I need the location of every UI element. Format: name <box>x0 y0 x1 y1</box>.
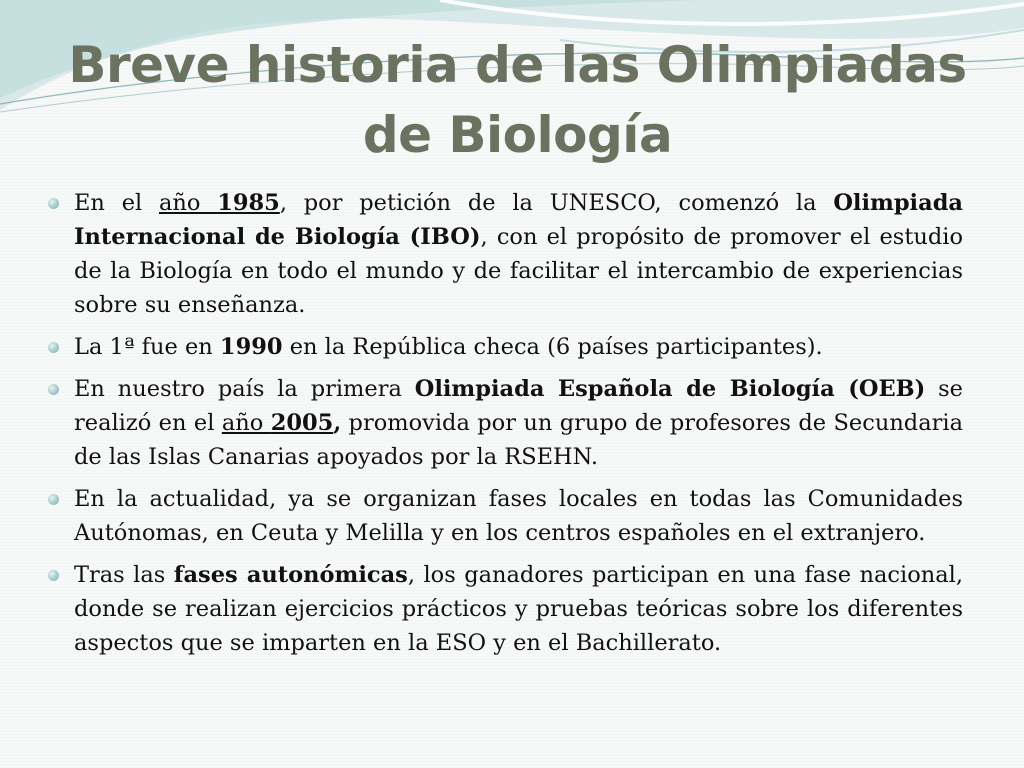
title-line-2: de Biología <box>362 106 673 164</box>
bullet-item-1: En el año 1985, por petición de la UNESCO, comenzó la Olimpiada Internacional de Biología (IBO), con el propósito de promover el estudio de la Biología en todo el mundo y de facilitar el intercambio de experiencias sobre su enseñanza. <box>48 186 963 322</box>
fases-autonomicas: fases autonómicas <box>173 562 408 588</box>
bullet-item-5: Tras las fases autonómicas, los ganadores participan en una fase nacional, donde se realizan ejercicios prácticos y pruebas teóricas sobre los diferentes aspectos que se imparten en la ESO y en el Bachillerato. <box>48 558 963 660</box>
bullet-dot-icon <box>48 342 59 353</box>
bullet-dot-icon <box>48 384 59 395</box>
bullet-item-4: En la actualidad, ya se organizan fases locales en todas las Comunidades Autónomas, en Ceuta y Melilla y en los centros españoles en el extranjero. <box>48 482 963 550</box>
bullet-item-2: La 1ª fue en 1990 en la República checa (6 países participantes). <box>48 330 963 364</box>
year-1985: año 1985 <box>158 190 280 216</box>
bullet-dot-icon <box>48 570 59 581</box>
bullet-item-3: En nuestro país la primera Olimpiada Española de Biología (OEB) se realizó en el año 2005, promovida por un grupo de profesores de Secundaria de las Islas Canarias apoyados por la RSEHN. <box>48 372 963 474</box>
year-2005: año 2005 <box>221 410 334 436</box>
oeb-name: Olimpiada Española de Biología (OEB) <box>414 376 926 402</box>
ibo-name: Olimpiada Internacional de Biología (IBO) <box>74 190 963 250</box>
title-line-1: Breve historia de las Olimpiadas <box>68 36 967 94</box>
slide-title <box>40 30 995 170</box>
bullet-list <box>48 186 963 668</box>
bullet-dot-icon <box>48 198 59 209</box>
bullet-dot-icon <box>48 494 59 505</box>
year-1990: 1990 <box>219 334 283 360</box>
